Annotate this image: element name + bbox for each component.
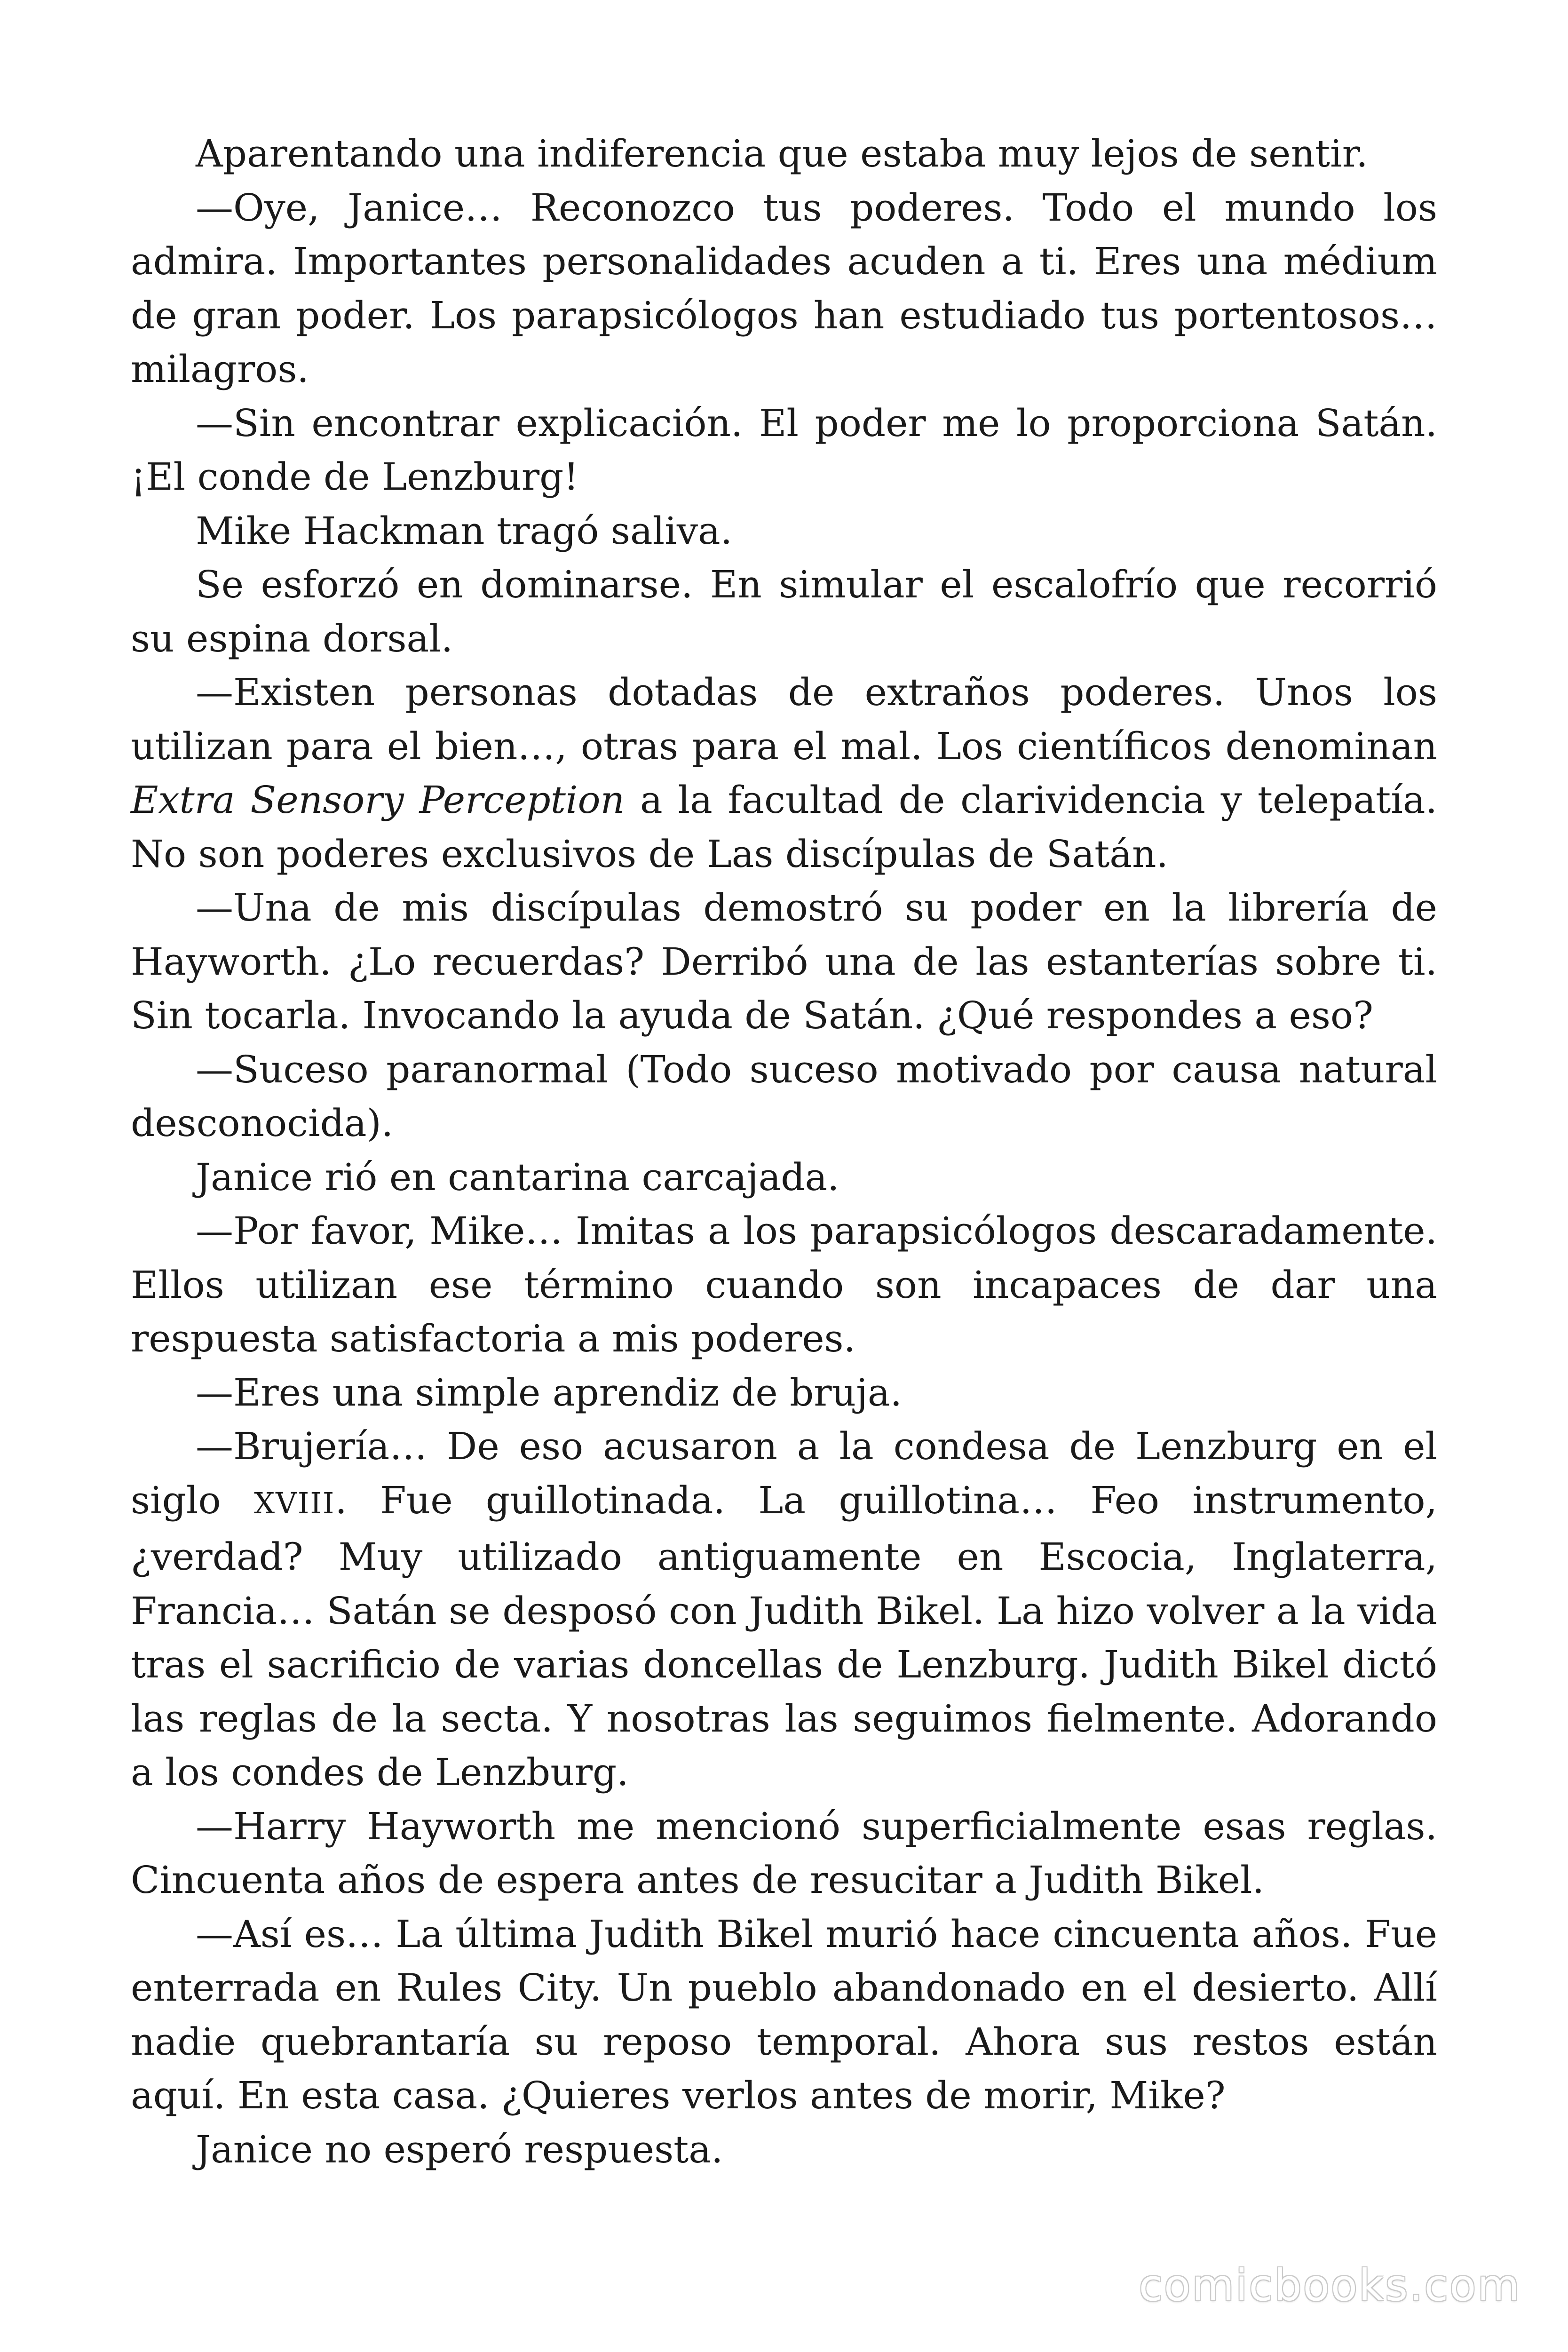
paragraph: Janice no esperó respuesta. [196, 2127, 723, 2171]
watermark: comicbooks.com [1139, 2260, 1521, 2311]
paragraph: —Oye, Janice… Reconozco tus poderes. Todo el mundo los admira. Importantes personalidades acuden a ti. Eres una médium de gran poder. Los parapsicólogos han estudiado tus portentosos… milagros. [131, 185, 1437, 391]
paragraph: —Así es… La última Judith Bikel murió hace cincuenta años. Fue enterrada en Rules City. Un pueblo abandonado en el desierto. Allí nadie quebrantaría su reposo temporal. Ahora sus restos están aquí. En esta casa. ¿Quieres verlos antes de morir, Mike? [131, 1912, 1437, 2117]
paragraph: —Eres una simple aprendiz de bruja. [196, 1370, 902, 1414]
paragraph: —Por favor, Mike… Imitas a los parapsicólogos descaradamente. Ellos utilizan ese término cuando son incapaces de dar una respuesta satisfactoria a mis poderes. [131, 1209, 1437, 1360]
paragraph-text: —Existen personas dotadas de extraños poderes. Unos los utilizan para el bien…, otras para el mal. Los científicos denominan [131, 670, 1437, 768]
paragraph: —Harry Hayworth me mencionó superficialmente esas reglas. Cincuenta años de espera antes de resucitar a Judith Bikel. [131, 1804, 1437, 1902]
body-text [131, 127, 1437, 2177]
paragraph: —Sin encontrar explicación. El poder me lo proporciona Satán. ¡El conde de Lenzburg! [131, 401, 1437, 499]
paragraph-text: . Fue guillotinada. La guillotina… Feo instrumento, ¿verdad? Muy utilizado antiguamente en Escocia, Inglaterra, Francia… Satán se desposó con Judith Bikel. La hizo volver a la vida tras el sacrificio de varias doncellas de Lenzburg. Judith Bikel dictó las reglas de la secta. Y nosotras las seguimos fielmente. Adorando a los condes de Lenzburg. [131, 1478, 1437, 1794]
century-numeral: XVIII [253, 1486, 335, 1520]
paragraph: —Suceso paranormal (Todo suceso motivado por causa natural desconocida). [131, 1047, 1437, 1145]
italic-term: Extra Sensory Perception [131, 778, 625, 822]
paragraph: Janice rió en cantarina carcajada. [196, 1155, 839, 1199]
paragraph-text: —Brujería… De eso acusaron a la condesa de Lenzburg en el siglo [131, 1424, 1437, 1522]
paragraph: Se esforzó en dominarse. En simular el escalofrío que recorrió su espina dorsal. [131, 563, 1437, 660]
paragraph [131, 1420, 1437, 1800]
paragraph: —Una de mis discípulas demostró su poder en la librería de Hayworth. ¿Lo recuerdas? Derribó una de las estanterías sobre ti. Sin tocarla. Invocando la ayuda de Satán. ¿Qué respondes a eso? [131, 886, 1437, 1037]
paragraph: Mike Hackman tragó saliva. [196, 509, 733, 553]
paragraph [131, 666, 1437, 881]
paragraph: Aparentando una indiferencia que estaba muy lejos de sentir. [196, 132, 1368, 175]
paragraph-text: a la facultad de clarividencia y telepatía. No son poderes exclusivos de Las discípulas de Satán. [131, 778, 1438, 876]
